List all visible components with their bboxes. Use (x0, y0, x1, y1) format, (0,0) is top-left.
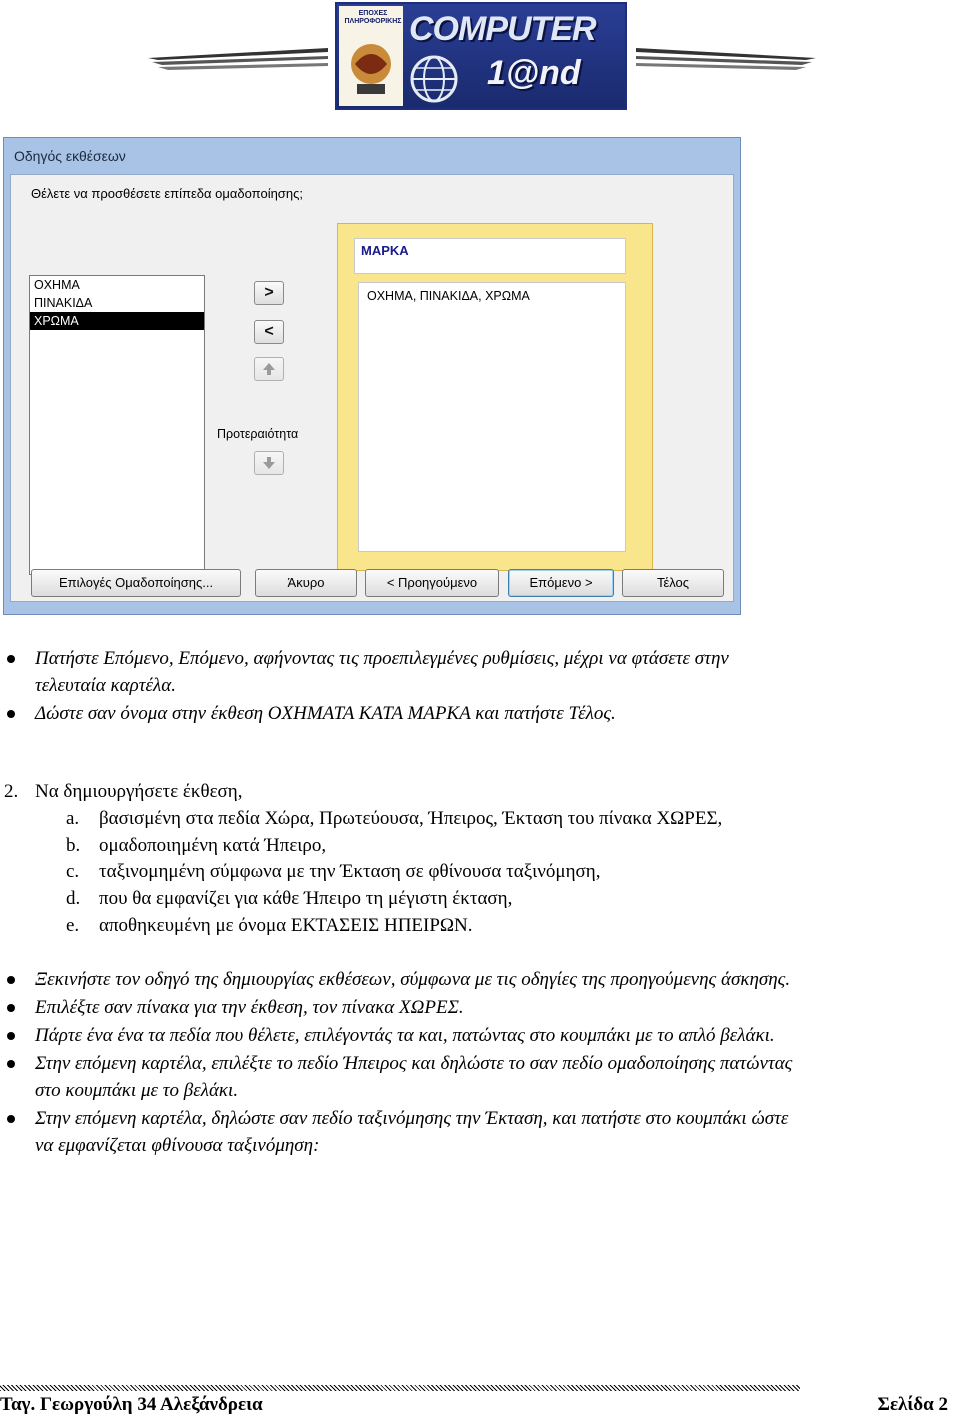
dialog-title: Οδηγός εκθέσεων (14, 148, 126, 164)
instruction-next-continued (35, 672, 955, 699)
task-heading: Να δημιουργήσετε έκθεση, (35, 781, 243, 802)
computer-land-logo (335, 2, 627, 110)
task-number: 2. (4, 781, 19, 802)
field-item-pinakida[interactable]: ΠΙΝΑΚΙΔΑ (34, 296, 93, 310)
instruction-sorting-continued (35, 1132, 955, 1159)
arrow-up-icon (262, 362, 276, 376)
task-item-marker: d. (66, 888, 81, 909)
bullet-icon (7, 1032, 15, 1040)
priority-label: Προτεραιότητα (217, 427, 299, 441)
globe-icon (409, 54, 459, 104)
dialog-question: Θέλετε να προσθέσετε επίπεδα ομαδοποίησης; (31, 186, 303, 201)
task-item-marker: e. (66, 915, 80, 936)
cancel-button[interactable]: Άκυρο (255, 569, 357, 597)
dialog-body (10, 174, 734, 602)
field-item-chroma[interactable]: ΧΡΩΜΑ (30, 312, 204, 330)
footer-divider (0, 1385, 800, 1391)
instruction-name-report (35, 700, 955, 727)
add-grouping-button[interactable]: > (254, 281, 284, 305)
priority-up-button[interactable] (254, 357, 284, 381)
bullet-icon (7, 976, 15, 984)
task-item-text: βασισμένη στα πεδία Χώρα, Πρωτεύουσα, Ήπειρος, Έκταση του πίνακα ΧΩΡΕΣ, (99, 808, 723, 829)
task-item-text: ταξινομημένη σύμφωνα με την Έκταση σε φθίνουσα ταξινόμηση, (99, 861, 601, 882)
footer-page-number: Σελίδα 2 (877, 1394, 948, 1415)
logo-emblem (339, 6, 403, 106)
bullet-icon (7, 1060, 15, 1068)
grouping-options-button[interactable]: Επιλογές Ομαδοποίησης... (31, 569, 241, 597)
instruction-select-table (35, 994, 955, 1021)
instruction-next (35, 645, 955, 672)
instruction-text: Πατήστε Επόμενο, Επόμενο, αφήνοντας τις προεπιλεγμένες ρυθμίσεις, μέχρι να φτάσετε στην (35, 648, 729, 669)
logo-subtitle: 1@nd (487, 54, 581, 92)
task-item-text: ομαδοποιημένη κατά Ήπειρο, (99, 835, 327, 856)
bullet-icon (7, 1115, 15, 1123)
instruction-start-wizard (35, 966, 955, 993)
grouping-preview (337, 223, 653, 571)
task-item-marker: c. (66, 861, 80, 882)
logo-title: COMPUTER (409, 10, 596, 48)
instruction-pick-fields (35, 1022, 955, 1049)
task-item-text: αποθηκευμένη με όνομα ΕΚΤΑΣΕΙΣ ΗΠΕΙΡΩΝ. (99, 915, 473, 936)
report-wizard-dialog (3, 137, 741, 615)
priority-down-button[interactable] (254, 451, 284, 475)
instruction-text: τελευταία καρτέλα. (35, 675, 176, 696)
logo-small-text: ΕΠΟΧΕΣ ΠΛΗΡΟΦΟΡΙΚΗΣ (344, 10, 402, 25)
task-item-marker: b. (66, 835, 81, 856)
task-item-marker: a. (66, 808, 80, 829)
instruction-text: Στην επόμενη καρτέλα, δηλώστε σαν πεδίο ταξινόμησης την Έκταση, και πατήστε στο κουμπάκι ώστε (35, 1108, 789, 1129)
preview-detail-fields: ΟΧΗΜΑ, ΠΙΝΑΚΙΔΑ, ΧΡΩΜΑ (358, 282, 626, 552)
next-button[interactable]: Επόμενο > (508, 569, 614, 597)
left-wing-decoration (148, 44, 328, 72)
instruction-text: Δώστε σαν όνομα στην έκθεση ΟΧΗΜΑΤΑ ΚΑΤΑ ΜΑΡΚΑ και πατήστε Τέλος. (35, 703, 616, 724)
task-item-text: που θα εμφανίζει για κάθε Ήπειρο τη μέγιστη έκταση, (99, 888, 513, 909)
right-wing-decoration (636, 44, 816, 72)
instruction-text: Στην επόμενη καρτέλα, επιλέξτε το πεδίο Ήπειρος και δηλώστε το σαν πεδίο ομαδοποίησης πατώντας (35, 1053, 793, 1074)
field-item-ochima[interactable]: ΟΧΗΜΑ (34, 278, 80, 292)
bullet-icon (7, 1004, 15, 1012)
remove-grouping-button[interactable]: < (254, 320, 284, 344)
bullet-icon (7, 655, 15, 663)
instruction-text: Ξεκινήστε τον οδηγό της δημιουργίας εκθέσεων, σύμφωνα με τις οδηγίες της προηγούμενης άσκησης. (35, 969, 791, 990)
instruction-text: να εμφανίζεται φθίνουσα ταξινόμηση: (35, 1135, 320, 1156)
instruction-text: Πάρτε ένα ένα τα πεδία που θέλετε, επιλέγοντάς τα και, πατώντας στο κουμπάκι με το απλό βελάκι. (35, 1025, 775, 1046)
header (0, 0, 960, 120)
instruction-text: Επιλέξτε σαν πίνακα για την έκθεση, τον πίνακα ΧΩΡΕΣ. (35, 997, 464, 1018)
instruction-sorting (35, 1105, 955, 1132)
arrow-down-icon (262, 456, 276, 470)
available-fields-list[interactable] (29, 275, 205, 575)
finish-button[interactable]: Τέλος (622, 569, 724, 597)
instruction-grouping-continued (35, 1077, 955, 1104)
preview-group-header: ΜΑΡΚΑ (354, 238, 626, 274)
back-button[interactable]: < Προηγούμενο (365, 569, 499, 597)
bullet-icon (7, 710, 15, 718)
instruction-grouping (35, 1050, 955, 1077)
footer-address: Ταγ. Γεωργούλη 34 Αλεξάνδρεια (0, 1394, 263, 1415)
instruction-text: στο κουμπάκι με το βελάκι. (35, 1080, 239, 1101)
